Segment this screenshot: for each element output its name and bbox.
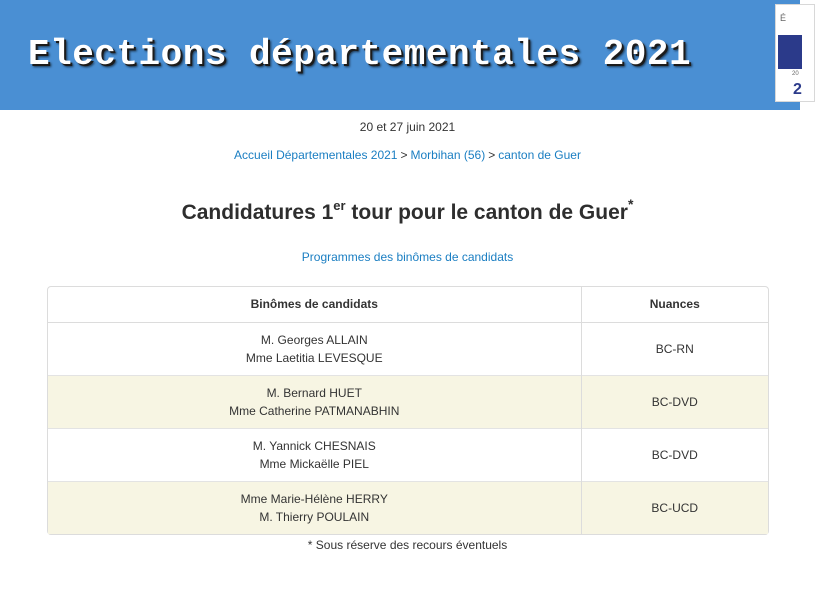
candidates-table-container — [47, 286, 769, 535]
title-footnote-marker: * — [627, 196, 634, 212]
candidate-name: M. Georges ALLAIN — [260, 332, 368, 347]
page-banner — [0, 0, 800, 110]
breadcrumb-separator: > — [488, 148, 496, 162]
elections-logo — [775, 4, 815, 102]
nuance-cell: BC-DVD — [581, 375, 768, 428]
breadcrumb-canton-link[interactable]: canton de Guer — [498, 148, 581, 162]
logo-letter: É — [780, 13, 787, 23]
page-title — [0, 196, 815, 225]
breadcrumb-separator: > — [400, 148, 408, 162]
logo-flag-band — [778, 35, 802, 69]
candidate-name: M. Yannick CHESNAIS — [252, 438, 376, 453]
nuance-cell: BC-UCD — [581, 481, 768, 534]
candidate-name: Mme Laetitia LEVESQUE — [245, 350, 383, 365]
programmes-section — [0, 250, 815, 264]
logo-small-text: 20 — [792, 71, 799, 77]
title-suffix: tour pour le canton de Guer — [345, 201, 628, 224]
banner-title: Elections départementales 2021 — [28, 34, 692, 75]
table-row — [48, 428, 768, 481]
candidate-name: M. Thierry POULAIN — [259, 509, 370, 524]
table-row — [48, 322, 768, 375]
candidate-pair-cell — [48, 428, 581, 481]
election-dates: 20 et 27 juin 2021 — [359, 120, 456, 134]
footnote: * Sous réserve des recours éventuels — [307, 538, 508, 552]
candidate-name: Mme Catherine PATMANABHIN — [229, 403, 400, 418]
title-superscript: er — [333, 198, 346, 213]
nuance-cell: BC-DVD — [581, 428, 768, 481]
header-nuances: Nuances — [581, 287, 768, 322]
programmes-link[interactable]: Programmes des binômes de candidats — [301, 250, 514, 264]
candidate-name: Mme Mickaëlle PIEL — [259, 456, 369, 471]
candidate-pair-cell — [48, 481, 581, 534]
candidates-table — [48, 287, 768, 534]
table-row — [48, 481, 768, 534]
title-prefix: Candidatures 1 — [181, 201, 334, 224]
breadcrumb-department-link[interactable]: Morbihan (56) — [410, 148, 486, 162]
candidate-pair-cell — [48, 322, 581, 375]
logo-big-text: 2 — [793, 81, 802, 98]
header-candidates: Binômes de candidats — [48, 287, 581, 322]
breadcrumb — [0, 148, 815, 162]
table-header-row — [48, 287, 768, 322]
table-row — [48, 375, 768, 428]
candidate-name: Mme Marie-Hélène HERRY — [240, 491, 388, 506]
nuance-cell: BC-RN — [581, 322, 768, 375]
candidate-name: M. Bernard HUET — [266, 385, 362, 400]
breadcrumb-home-link[interactable]: Accueil Départementales 2021 — [234, 148, 398, 162]
candidate-pair-cell — [48, 375, 581, 428]
